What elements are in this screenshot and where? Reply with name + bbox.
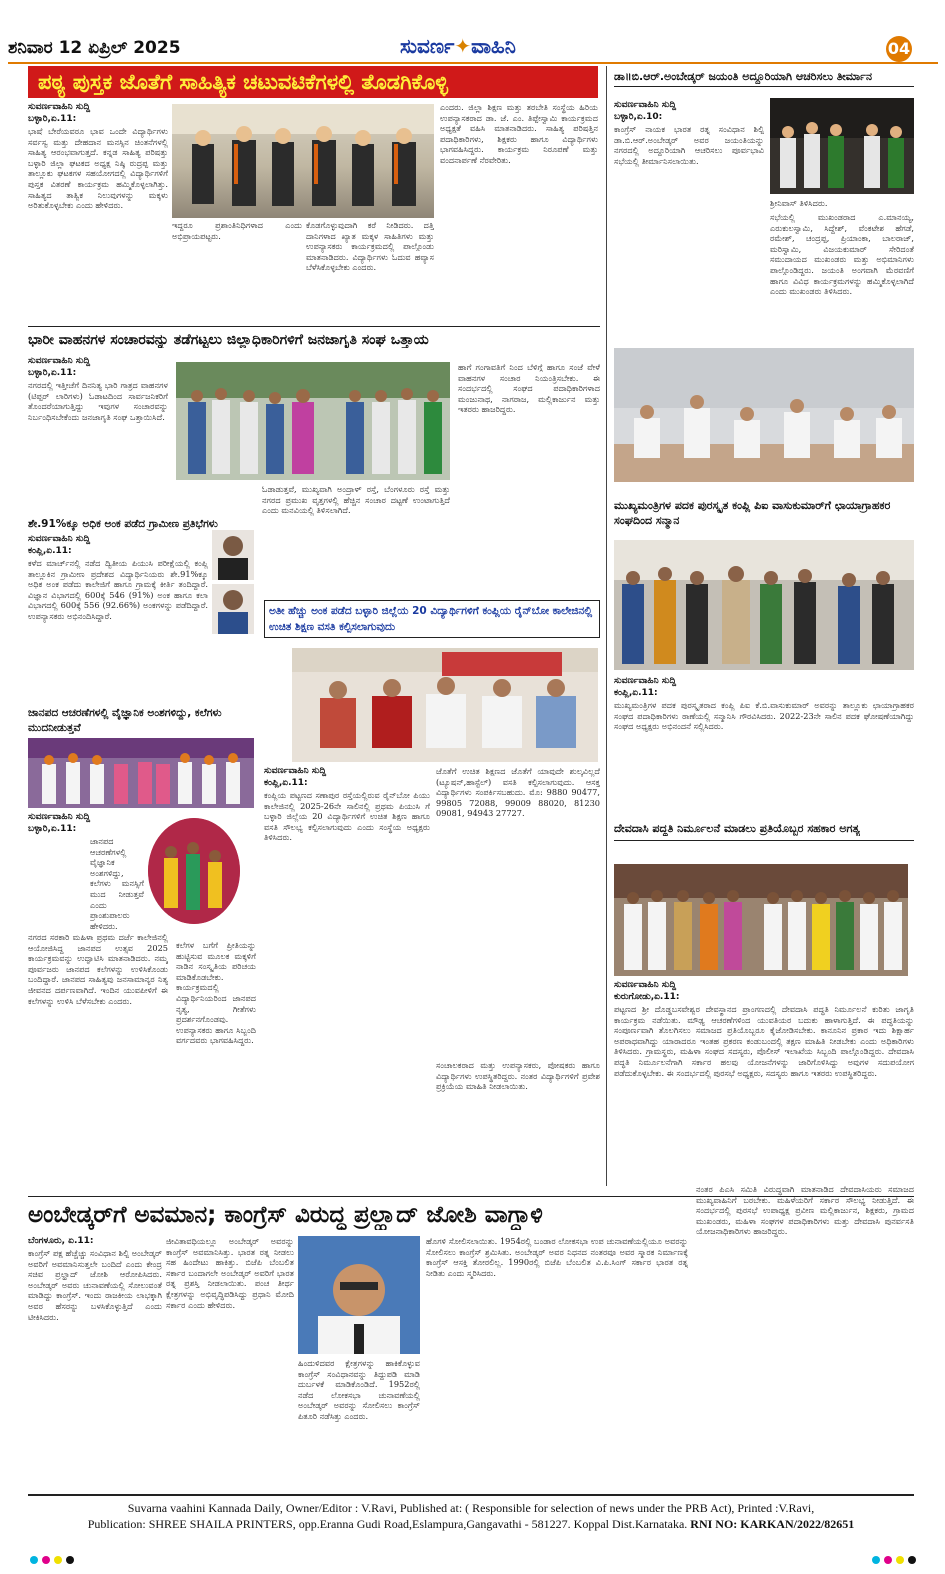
article-7-body-col2: ನಗರದ ಸರಕಾರಿ ಮಹಿಳಾ ಪ್ರಥಮ ದರ್ಜೆ ಕಾಲೇಜಿನಲ್ಲಿ ಆಯೋಜಿಸಿದ್ದ ಜಾನಪದ ಉತ್ಸವ 2025 ಕಾರ್ಯಕ್ರಮವನ್ನು ಉದ್ಘಾಟಿಸಿ ಮಾತನಾಡಿದರು. ನಮ್ಮ ಪೂರ್ವಜರು ಜಾನಪದ ಕಲೆಗಳನ್ನು ಉಳಿಸಿಕೊಂಡು ಬಂದಿದ್ದಾರೆ. ಜಾನಪದ ಸಾಹಿತ್ಯವು ಜನಸಾಮಾನ್ಯರ ನಿತ್ಯ ಜೀವನದ ದರ್ಪಣವಾಗಿದೆ. ಇಂದಿನ ಯುವಪೀಳಿಗೆ ಈ ಕಲೆಗಳನ್ನು ಉಳಿಸಿ ಬೆಳೆಸಬೇಕು ಎಂದರು. bbox=[28, 932, 168, 1006]
newspaper-logo bbox=[400, 34, 516, 58]
article-3-headline: ಭಾರೀ ವಾಹನಗಳ ಸಂಚಾರವನ್ನು ತಡೆಗಟ್ಟಲು ಜಿಲ್ಲಾಧಿಕಾರಿಗಳಿಗೆ ಜನಜಾಗೃತಿ ಸಂಘ ಒತ್ತಾಯ bbox=[28, 332, 429, 348]
logo-right-text: ವಾಹಿನಿ bbox=[471, 34, 516, 58]
article-7-body-col3: ಕಲೆಗಳ ಬಗೆಗೆ ಪ್ರೀತಿಯನ್ನು ಹುಟ್ಟಿಸುವ ಮೂಲಕ ಮಕ್ಕಳಿಗೆ ನಾಡಿನ ಸಂಸ್ಕೃತಿಯ ಪರಿಚಯ ಮಾಡಿಕೊಡಬೇಕು. ಕಾರ್ಯಕ್ರಮದಲ್ಲಿ ವಿದ್ಯಾರ್ಥಿನಿಯರಿಂದ ಜಾನಪದ ನೃತ್ಯ, ಗೀತೆಗಳು ಪ್ರದರ್ಶನಗೊಂಡವು. ಉಪನ್ಯಾಸಕರು ಹಾಗೂ ಸಿಬ್ಬಂದಿ ವರ್ಗದವರು ಭಾಗವಹಿಸಿದ್ದರು. bbox=[176, 940, 256, 1046]
article-7-headline-text: ಜಾನಪದ ಆಚರಣೆಗಳಲ್ಲಿ ವೈಜ್ಞಾನಿಕ ಅಂಶಗಳಿದ್ದು, ಕಲೆಗಳು ಮುದನೀಡುತ್ತವೆ bbox=[28, 707, 222, 734]
article-2-byline: ಸುವರ್ಣವಾಹಿನಿ ಸುದ್ದಿ bbox=[614, 100, 677, 110]
footer-rule bbox=[28, 1494, 914, 1496]
article-1-headline: ಪಠ್ಯ ಪುಸ್ತಕ ಜೊತೆಗೆ ಸಾಹಿತ್ಯಿಕ ಚಟುವಟಿಕೆಗಳಲ್ಲಿ ತೊಡಗಿಕೊಳ್ಳಿ bbox=[28, 66, 598, 98]
student-2-image bbox=[212, 584, 254, 634]
article-9-body-col3: ಹಿಂದುಳಿದವರ ಕ್ಷೇತ್ರಗಳನ್ನು ಹಾಕಿಕೊಳ್ಳುವ ಕಾಂಗ್ರೆಸ್ ಸಂವಿಧಾನವನ್ನು ತಿದ್ದುಪಡಿ ಮಾಡಿ ದುರ್ಬಳಕೆ ಮಾಡಿಕೊಂಡಿದೆ. 1952ರಲ್ಲಿ ನಡೆದ ಲೋಕಸಭಾ ಚುನಾವಣೆಯಲ್ಲಿ ಅಂಬೇಡ್ಕರ್ ಅವರನ್ನು ಸೋಲಿಸಲು ಕಾಂಗ್ರೆಸ್ ಪಿತೂರಿ ನಡೆಸಿತ್ತು ಎಂದರು. bbox=[298, 1358, 420, 1421]
article-7-photo-stage bbox=[28, 738, 254, 808]
article-7-body-col1: ಜಾನಪದ ಆಚರಣೆಗಳಲ್ಲಿ ವೈಜ್ಞಾನಿಕ ಅಂಶಗಳಿದ್ದು, ಕಲೆಗಳು ಮನಸ್ಸಿಗೆ ಮುದ ನೀಡುತ್ತವೆ ಎಂದು ಪ್ರಾಂಶುಪಾಲರು ಹೇಳಿದರು. bbox=[90, 836, 144, 931]
logo-star-icon: ✦ bbox=[454, 34, 472, 58]
registration-dot-yellow-right bbox=[896, 1556, 904, 1564]
photographers-felicitation-image bbox=[614, 540, 914, 670]
folk-dancers-image bbox=[148, 818, 240, 924]
article-3-dateline: ಬಳ್ಳಾರಿ,ಏ.11: bbox=[28, 368, 77, 378]
group-felicitation-image bbox=[172, 104, 434, 218]
article-4-headline: ಶೇ.91%ಕ್ಕೂ ಅಧಿಕ ಅಂಕ ಪಡೆದ ಗ್ರಾಮೀಣ ಪ್ರತಿಭೆಗಳು bbox=[28, 518, 218, 530]
article-6-byline: ಸುವರ್ಣವಾಹಿನಿ ಸುದ್ದಿ bbox=[614, 676, 677, 686]
article-2-photo-top bbox=[770, 98, 914, 194]
article-8-dateline: ಕುರುಗೋಡು,ಏ.11: bbox=[614, 992, 680, 1002]
article-9-portrait bbox=[298, 1236, 420, 1354]
folk-festival-stage-image bbox=[28, 738, 254, 808]
pralhad-joshi-image bbox=[298, 1236, 420, 1354]
article-7-dateline: ಬಳ್ಳಾರಿ,ಏ.11: bbox=[28, 824, 77, 834]
article-1-body-col2: ಕೊಡಗೊಳ್ಳುವುದಾಗಿ ಕರೆ ನೀಡಿದರು. ದತ್ತಿ ದಾನಿಗಳಾದ ಖ್ಯಾತ ಮಕ್ಕಳ ಸಾಹಿತಿಗಳು ಮತ್ತು ಉಪನ್ಯಾಸಕರು ಕಾರ್ಯಕ್ರಮದಲ್ಲಿ ಪಾಲ್ಗೊಂಡು ಮಾತನಾಡಿದರು. ವಿದ್ಯಾರ್ಥಿಗಳು ಓದುವ ಹವ್ಯಾಸ ಬೆಳೆಸಿಕೊಳ್ಳಬೇಕು ಎಂದರು. bbox=[306, 220, 434, 273]
article-1-photo bbox=[172, 104, 434, 218]
article-2-headline: ಡಾ॥ಬಿ.ಆರ್.ಅಂಬೇಡ್ಕರ್ ಜಯಂತಿ ಅದ್ದೂರಿಯಾಗಿ ಆಚರಿಸಲು ತೀರ್ಮಾನ bbox=[614, 70, 872, 83]
article-1-body-col3: ಎಂದರು. ಜಿಲ್ಲಾ ಶಿಕ್ಷಣ ಮತ್ತು ತರಬೇತಿ ಸಂಸ್ಥೆಯ ಹಿರಿಯ ಉಪನ್ಯಾಸಕರಾದ ಡಾ. ಜೆ. ಎಂ. ತಿಪ್ಪೇಸ್ವಾಮಿ ಕಾರ್ಯಕ್ರಮದ ಅಧ್ಯಕ್ಷತೆ ವಹಿಸಿ ಮಾತನಾಡಿದರು. ಸಾಹಿತ್ಯ ಪರಿಷತ್ತಿನ ಪದಾಧಿಕಾರಿಗಳು, ಶಿಕ್ಷಕರು ಹಾಗೂ ವಿದ್ಯಾರ್ಥಿಗಳು ಭಾಗವಹಿಸಿದ್ದರು. ಕಾರ್ಯಕ್ರಮ ನಿರೂಪಣೆ ಮತ್ತು ವಂದನಾರ್ಪಣೆ ನೆರವೇರಿತು. bbox=[440, 102, 598, 165]
registration-dot-black-left bbox=[66, 1556, 74, 1564]
article-3-byline: ಸುವರ್ಣವಾಹಿನಿ ಸುದ್ದಿ bbox=[28, 356, 91, 366]
article-8-headline: ದೇವದಾಸಿ ಪದ್ಧತಿ ನಿರ್ಮೂಲನೆ ಮಾಡಲು ಪ್ರತಿಯೊಬ್ಬರ ಸಹಕಾರ ಅಗತ್ಯ bbox=[614, 822, 860, 835]
issue-date: ಶನಿವಾರ 12 ಏಪ್ರಿಲ್ 2025 bbox=[8, 38, 181, 58]
article-6-dateline: ಕಂಪ್ಲಿ,ಏ.11: bbox=[614, 688, 658, 698]
article-4-dateline: ಕಂಪ್ಲಿ,ಏ.11: bbox=[28, 546, 72, 556]
article-6-body: ಮುಖ್ಯಮಂತ್ರಿಗಳ ಪದಕ ಪುರಸ್ಕೃತರಾದ ಕಂಪ್ಲಿ ಪಿಐ ಕೆ.ಬಿ.ವಾಸುಕುಮಾರ್ ಅವರನ್ನು ತಾಲ್ಲೂಕು ಛಾಯಾಗ್ರಾಹಕರ ಸಂಘದ ಪದಾಧಿಕಾರಿಗಳು ಠಾಣೆಯಲ್ಲಿ ಸನ್ಮಾನಿಸಿ ಗೌರವಿಸಿದರು. 2022-23ನೇ ಸಾಲಿನ ಪದಕ ಘೋಷಣೆಯಾಗಿದ್ದು ಸಂಘದ ಅಧ್ಯಕ್ಷರು ಅಭಿನಂದನೆ ಸಲ್ಲಿಸಿದರು. bbox=[614, 700, 914, 732]
footer-rni: RNI NO: KARKAN/2022/82651 bbox=[690, 1517, 855, 1531]
footer-line-2-wrap bbox=[28, 1516, 914, 1532]
masthead-rule bbox=[8, 62, 938, 64]
article-2-dateline: ಬಳ್ಳಾರಿ,ಏ.10: bbox=[614, 112, 663, 122]
article-8-rule bbox=[614, 840, 914, 841]
article-5-headline-box bbox=[264, 600, 600, 638]
article-9-body-col1: ಕಾಂಗ್ರೆಸ್ ಪಕ್ಷ ಹೆಚ್ಚೆಚ್ಚು ಸಂವಿಧಾನ ಶಿಲ್ಪಿ ಅಂಬೇಡ್ಕರ್ ಅವರಿಗೆ ಅವಮಾನಿಸುತ್ತಲೇ ಬಂದಿದೆ ಎಂದು ಕೇಂದ್ರ ಸಚಿವ ಪ್ರಲ್ಹಾದ್ ಜೋಶಿ ಆರೋಪಿಸಿದರು. ಅಂಬೇಡ್ಕರ್ ಅವರು ಚುನಾವಣೆಯಲ್ಲಿ ಸೋಲುವಂತೆ ಮಾಡಿದ್ದು ಕಾಂಗ್ರೆಸ್. ಇಂದು ರಾಜಕೀಯ ಲಾಭಕ್ಕಾಗಿ ಅವರ ಹೆಸರನ್ನು ಬಳಸಿಕೊಳ್ಳುತ್ತಿದೆ ಎಂದು ಟೀಕಿಸಿದರು. bbox=[28, 1248, 162, 1322]
article-5-dateline: ಕಂಪ್ಲಿ,ಏ.11: bbox=[264, 778, 308, 788]
student-2-portrait bbox=[212, 584, 254, 634]
article-9-body-col2: ಜೀವಿತಾವಧಿಯಲ್ಲೂ ಅಂಬೇಡ್ಕರ್ ಅವರನ್ನು ಕಾಂಗ್ರೆಸ್ ಅವಮಾನಿಸಿತ್ತು. ಭಾರತ ರತ್ನ ನೀಡಲು ಸಹ ಹಿಂದೇಟು ಹಾಕಿತ್ತು. ಬಿಜೆಪಿ ಬೆಂಬಲಿತ ಸರ್ಕಾರ ಬಂದಾಗಲೇ ಅಂಬೇಡ್ಕರ್ ಅವರಿಗೆ ಭಾರತ ರತ್ನ ಪ್ರಶಸ್ತಿ ನೀಡಲಾಯಿತು. ಪಂಚ ತೀರ್ಥ ಕ್ಷೇತ್ರಗಳನ್ನು ಅಭಿವೃದ್ಧಿಪಡಿಸಿದ್ದು ಪ್ರಧಾನಿ ಮೋದಿ ಸರ್ಕಾರ ಎಂದು ಹೇಳಿದರು. bbox=[166, 1236, 294, 1310]
temple-awareness-program-image bbox=[614, 864, 908, 976]
article-4-byline: ಸುವರ್ಣವಾಹಿನಿ ಸುದ್ದಿ bbox=[28, 534, 91, 544]
article-3-photo bbox=[176, 362, 450, 480]
registration-dot-cyan-right bbox=[872, 1556, 880, 1564]
registration-dot-yellow-left bbox=[54, 1556, 62, 1564]
article-9-body-col5: ನಂತರ ಪಿಎಸಿ ಸಮಿತಿ ವಿರುದ್ಧವಾಗಿ ಮಾತನಾಡಿದ ದೇವದಾಸಿಯರು ಸಮಾಜದ ಮುಖ್ಯವಾಹಿನಿಗೆ ಬರಬೇಕು. ಮಹಿಳೆಯರಿಗೆ ಸರ್ಕಾರ ಸೌಲಭ್ಯ ನೀಡುತ್ತಿದೆ. ಈ ಸಂದರ್ಭದಲ್ಲಿ ಪುರಸಭೆ ಉಪಾಧ್ಯಕ್ಷ ಪ್ರವೀಣ ಮಲ್ಲಿಕಾರ್ಜುನ, ಶಿಕ್ಷಕರು, ಗ್ರಾಮದ ಮುಖಂಡರು, ಮಹಿಳಾ ಸಂಘಗಳ ಪದಾಧಿಕಾರಿಗಳು ಮತ್ತು ದೇವದಾಸಿ ಪುನರ್ವಸತಿ ಯೋಜನಾಧಿಕಾರಿಗಳು ಹಾಜರಿದ್ದರು. bbox=[696, 1184, 914, 1237]
divider-row1 bbox=[28, 326, 600, 327]
article-5-headline: ಅತೀ ಹೆಚ್ಚು ಅಂಕ ಪಡೆದ ಬಳ್ಳಾರಿ ಜಿಲ್ಲೆಯ 20 ವಿದ್ಯಾರ್ಥಿಗಳಿಗೆ ಕಂಪ್ಲಿಯ ರೈನ್‌ಬೋ ಕಾಲೇಜಿನಲ್ಲಿ ಉಚಿತ ಶಿಕ್ಷಣ ವಸತಿ ಕಲ್ಪಿಸಲಾಗುವುದು bbox=[269, 605, 593, 633]
article-2-photo-caption: ಶ್ರೀನಿವಾಸ್ ತಿಳಿಸಿದರು. bbox=[770, 198, 828, 208]
article-4-body: ಕಳೆದ ಮಾರ್ಚ್‌ನಲ್ಲಿ ನಡೆದ ದ್ವಿತೀಯ ಪಿಯುಸಿ ಪರೀಕ್ಷೆಯಲ್ಲಿ ಕಂಪ್ಲಿ ತಾಲ್ಲೂಕಿನ ಗ್ರಾಮೀಣ ಪ್ರದೇಶದ ವಿದ್ಯಾರ್ಥಿನಿಯರು ಶೇ.91%ಕ್ಕೂ ಅಧಿಕ ಅಂಕ ಪಡೆದು ಕಾಲೇಜಿಗೆ ಹಾಗೂ ಗ್ರಾಮಕ್ಕೆ ಕೀರ್ತಿ ತಂದಿದ್ದಾರೆ. ವಿಜ್ಞಾನ ವಿಭಾಗದಲ್ಲಿ 600ಕ್ಕೆ 546 (91%) ಅಂಕ ಹಾಗೂ ಕಲಾ ವಿಭಾಗದಲ್ಲಿ 600ಕ್ಕೆ 556 (92.66%) ಅಂಕಗಳನ್ನು ಪಡೆದಿದ್ದಾರೆ. ಉಪನ್ಯಾಸಕರು ಅಭಿನಂದಿಸಿದ್ದಾರೆ. bbox=[28, 558, 208, 621]
article-1-byline: ಸುವರ್ಣವಾಹಿನಿ ಸುದ್ದಿ bbox=[28, 102, 91, 112]
article-9-body-col4: ಹೊಗಳಿ ಸೋಲಿಸಲಾಯಿತು. 1954ರಲ್ಲಿ ಬಂಡಾರ ಲೋಕಸಭಾ ಉಪ ಚುನಾವಣೆಯಲ್ಲಿಯೂ ಅವರನ್ನು ಸೋಲಿಸಲು ಕಾಂಗ್ರೆಸ್ ಶ್ರಮಿಸಿತು. ಅಂಬೇಡ್ಕರ್ ಅವರ ನಿಧನದ ನಂತರವೂ ಅವರ ಸ್ಮಾರಕ ನಿರ್ಮಾಣಕ್ಕೆ ಕಾಂಗ್ರೆಸ್ ಆಸಕ್ತಿ ತೋರಲಿಲ್ಲ. 1990ರಲ್ಲಿ ಬಿಜೆಪಿ ಬೆಂಬಲಿತ ವಿ.ಪಿ.ಸಿಂಗ್ ಸರ್ಕಾರ ಭಾರತ ರತ್ನ ನೀಡಿತು ಎಂದು ಸ್ಮರಿಸಿದರು. bbox=[426, 1236, 688, 1278]
article-2-body-col2: ಸಭೆಯಲ್ಲಿ ಮುಖಂಡರಾದ ಎ.ಮಾನಯ್ಯ, ಎರುಕುಲಸ್ವಾಮಿ, ಸಿದ್ದೇಶ್, ವೆಂಕಟೇಶ ಹೆಗಡೆ, ರಮೇಶ್, ಚಂದ್ರಪ್ಪ, ಪ್ರಿಯಾಂಕಾ, ಬಾಲರಾಜ್, ಮರಿಸ್ವಾಮಿ, ವಿಜಯಕುಮಾರ್ ಸೇರಿದಂತೆ ಸಮುದಾಯದ ಮುಖಂಡರು ಮತ್ತು ಅಭಿಮಾನಿಗಳು ಪಾಲ್ಗೊಂಡಿದ್ದರು. ಜಯಂತಿ ಅಂಗವಾಗಿ ಮೆರವಣಿಗೆ ಹಾಗೂ ವಿವಿಧ ಕಾರ್ಯಕ್ರಮಗಳನ್ನು ಹಮ್ಮಿಕೊಳ್ಳಲಾಗಿದೆ ಎಂದು ಮುಖಂಡರು ತಿಳಿಸಿದರು. bbox=[770, 212, 914, 297]
registration-dot-black-right bbox=[908, 1556, 916, 1564]
article-5-body-col3: ಸಂಚಾಲಕರಾದ ಮತ್ತು ಉಪನ್ಯಾಸಕರು, ಪೋಷಕರು ಹಾಗೂ ವಿದ್ಯಾರ್ಥಿಗಳು ಉಪಸ್ಥಿತರಿದ್ದರು. ನಂತರ ವಿದ್ಯಾರ್ಥಿಗಳಿಗೆ ಪ್ರವೇಶ ಪ್ರಕ್ರಿಯೆಯ ಮಾಹಿತಿ ನೀಡಲಾಯಿತು. bbox=[436, 1060, 600, 1092]
student-1-image bbox=[212, 530, 254, 580]
meeting-hall-image bbox=[614, 348, 914, 482]
article-5-photo bbox=[292, 648, 598, 762]
registration-dot-magenta-right bbox=[884, 1556, 892, 1564]
article-7-photo-dancers bbox=[148, 818, 240, 924]
article-3-body-col2: ಓಡಾಡುತ್ತವೆ, ಮುಖ್ಯವಾಗಿ ಅಂದ್ರಾಳ್ ರಸ್ತೆ, ಬೆಂಗಳೂರು ರಸ್ತೆ ಮತ್ತು ನಗರದ ಪ್ರಮುಖ ವೃತ್ತಗಳಲ್ಲಿ ಹೆಚ್ಚಿನ ಸಂಚಾರ ದಟ್ಟಣೆ ಉಂಟಾಗುತ್ತಿದೆ ಎಂದು ಮನವಿಯಲ್ಲಿ ತಿಳಿಸಲಾಗಿದೆ. bbox=[262, 484, 450, 516]
article-2-body-col1: ಕಾಂಗ್ರೆಸ್ ನಾಯಕ ಭಾರತ ರತ್ನ ಸಂವಿಧಾನ ಶಿಲ್ಪಿ ಡಾ.ಬಿ.ಆರ್.ಅಂಬೇಡ್ಕರ್ ಅವರ ಜಯಂತಿಯನ್ನು ನಗರದಲ್ಲಿ ಅದ್ದೂರಿಯಾಗಿ ಆಚರಿಸಲು ಪೂರ್ವಭಾವಿ ಸಭೆಯಲ್ಲಿ ತೀರ್ಮಾನಿಸಲಾಯಿತು. bbox=[614, 124, 764, 166]
article-8-byline: ಸುವರ್ಣವಾಹಿನಿ ಸುದ್ದಿ bbox=[614, 980, 677, 990]
article-9-dateline: ಬೆಂಗಳೂರು, ಏ.11: bbox=[28, 1236, 94, 1246]
article-7-headline bbox=[28, 706, 254, 738]
memorandum-image bbox=[176, 362, 450, 480]
article-7-byline: ಸುವರ್ಣವಾಹಿನಿ ಸುದ್ದಿ bbox=[28, 812, 91, 822]
column-rule bbox=[606, 66, 607, 1186]
registration-dot-magenta-left bbox=[42, 1556, 50, 1564]
article-2-photo-meeting bbox=[614, 348, 914, 482]
footer-imprint bbox=[28, 1500, 914, 1532]
article-9-headline: ಅಂಬೇಡ್ಕರ್‌ಗೆ ಅವಮಾನ; ಕಾಂಗ್ರೆಸ್ ವಿರುದ್ಧ ಪ್ರಲ್ಹಾದ್ ಜೋಶಿ ವಾಗ್ದಾಳಿ bbox=[28, 1202, 543, 1228]
article-8-body: ಪಟ್ಟಣದ ಶ್ರೀ ದೊಡ್ಡಬಸವೇಶ್ವರ ದೇವಸ್ಥಾನದ ಪ್ರಾಂಗಣದಲ್ಲಿ ದೇವದಾಸಿ ಪದ್ಧತಿ ನಿರ್ಮೂಲನೆ ಕುರಿತು ಜಾಗೃತಿ ಕಾರ್ಯಕ್ರಮ ನಡೆಯಿತು. ಮೌಢ್ಯ ಆಚರಣೆಗಳಿಂದ ಯುವತಿಯರ ಬದುಕು ಹಾಳಾಗುತ್ತಿದೆ. ಈ ಪದ್ಧತಿಯನ್ನು ಸಂಪೂರ್ಣವಾಗಿ ತೊಲಗಿಸಲು ಸಮಾಜದ ಪ್ರತಿಯೊಬ್ಬರೂ ಕೈಜೋಡಿಸಬೇಕು. ಕಾನೂನಿನ ಪ್ರಕಾರ ಇದು ಶಿಕ್ಷಾರ್ಹ ಅಪರಾಧವಾಗಿದ್ದು ಯಾರಾದರೂ ಇಂತಹ ಪ್ರಕರಣ ಕಂಡುಬಂದಲ್ಲಿ ತಕ್ಷಣ ಮಾಹಿತಿ ನೀಡಬೇಕು ಎಂದು ಅಧಿಕಾರಿಗಳು ತಿಳಿಸಿದರು. ಗ್ರಾಮಸ್ಥರು, ಮಹಿಳಾ ಸಂಘದ ಸದಸ್ಯರು, ಪೊಲೀಸ್ ಇಲಾಖೆಯ ಸಿಬ್ಬಂದಿ ಪಾಲ್ಗೊಂಡಿದ್ದರು. ದೇವದಾಸಿ ಪದ್ಧತಿ ನಿರ್ಮೂಲನೆಗಾಗಿ ಸರ್ಕಾರ ಹಲವು ಯೋಜನೆಗಳನ್ನು ಜಾರಿಗೊಳಿಸಿದ್ದು ಅವುಗಳ ಸದುಪಯೋಗ ಪಡೆದುಕೊಳ್ಳಬೇಕು. ಈ ಸಂದರ್ಭದಲ್ಲಿ ಪುರಸಭೆ ಅಧ್ಯಕ್ಷರು, ಸದಸ್ಯರು ಹಾಗೂ ಇತರರು ಉಪಸ್ಥಿತರಿದ್ದರು. bbox=[614, 1004, 914, 1078]
article-8-photo bbox=[614, 864, 908, 976]
page-number: 04 bbox=[886, 36, 912, 62]
college-press-meet-image bbox=[292, 648, 598, 762]
logo-left-text: ಸುವರ್ಣ bbox=[400, 34, 455, 58]
article-3-body-col1: ನಗರದಲ್ಲಿ ಇತ್ತೀಚೆಗೆ ದಿನನಿತ್ಯ ಭಾರಿ ಗಾತ್ರದ ವಾಹನಗಳ (ಟಿಪ್ಪರ್ ಲಾರಿಗಳು) ಓಡಾಟದಿಂದ ಸಾರ್ವಜನಿಕರಿಗೆ ತೊಂದರೆಯಾಗುತ್ತಿದ್ದು ಇವುಗಳ ಸಂಚಾರವನ್ನು ನಿರ್ಬಂಧಿಸಬೇಕೆಂದು ಜನಜಾಗೃತಿ ಸಂಘ ಒತ್ತಾಯಿಸಿದೆ. bbox=[28, 380, 168, 422]
article-6-headline: ಮುಖ್ಯಮಂತ್ರಿಗಳ ಪದಕ ಪುರಸ್ಕೃತ ಕಂಪ್ಲಿ ಪಿಐ ವಾಸುಕುಮಾರ್‌ಗೆ ಛಾಯಾಗ್ರಾಹಕರ ಸಂಘದಿಂದ ಸನ್ಮಾನ bbox=[614, 499, 891, 527]
article-5-body-col2: ಜೊತೆಗೆ ಉಚಿತ ಶಿಕ್ಷಣದ ಜೊತೆಗೆ ಯಾವುದೇ ಶುಲ್ಕವಿಲ್ಲದೆ (ಟ್ಯೂಷನ್,ಹಾಸ್ಟೆಲ್) ವಸತಿ ಕಲ್ಪಿಸಲಾಗುವುದು. ಆಸಕ್ತ ವಿದ್ಯಾರ್ಥಿಗಳು ಸಂಪರ್ಕಿಸಬಹುದು. ಮೊ: 9880 90477, 99805 72088, 99009 88020, 81230 09081, 94943 27727. bbox=[436, 766, 600, 819]
article-2-rule bbox=[614, 86, 914, 87]
article-5-body-col1: ಕಂಪ್ಲಿಯ ಪಟ್ಟಣದ ಸಣಾಪುರ ರಸ್ತೆಯಲ್ಲಿರುವ ರೈನ್‌ಬೋ ಪಿಯು ಕಾಲೇಜಿನಲ್ಲಿ 2025-26ನೇ ಸಾಲಿನಲ್ಲಿ ಪ್ರಥಮ ಪಿಯುಸಿ ಗೆ ಬಳ್ಳಾರಿ ಜಿಲ್ಲೆಯ 20 ವಿದ್ಯಾರ್ಥಿಗಳಿಗೆ ಉಚಿತ ಶಿಕ್ಷಣ ಹಾಗೂ ವಸತಿ ಸೌಲಭ್ಯ ಕಲ್ಪಿಸಲಾಗುವುದು ಎಂದು ಸಂಸ್ಥೆಯ ಅಧ್ಯಕ್ಷರು ತಿಳಿಸಿದರು. bbox=[264, 790, 430, 843]
registration-dot-cyan-left bbox=[30, 1556, 38, 1564]
student-1-portrait bbox=[212, 530, 254, 580]
article-6-photo bbox=[614, 540, 914, 670]
article-1-body-col1: ಭಾಷೆ ಬೇರೆಯವರೂ ಭಾವ ಒಂದೇ ವಿದ್ಯಾರ್ಥಿಗಳು ಸರ್ವಸ್ವ ಮತ್ತು ದೇಹದಾನ ಮನಸ್ಸಿನ ಚಿಂತನೆಗಳಲ್ಲಿ ಸಾಹಿತ್ಯ ಆರಂಭವಾಗುತ್ತದೆ. ಕನ್ನಡ ಸಾಹಿತ್ಯ ಪರಿಷತ್ತು ಬಳ್ಳಾರಿ ಜಿಲ್ಲಾ ಘಟಕದ ಅಧ್ಯಕ್ಷ ನಿಷ್ಠಿ ರುದ್ರಪ್ಪ ಮತ್ತು ತಾಲ್ಲೂಕು ಘಟಕಗಳ ಸಹಯೋಗದಲ್ಲಿ ವಿದ್ಯಾರ್ಥಿಗಳಿಗೆ ಪುಸ್ತಕ ವಿತರಣೆ ಕಾರ್ಯಕ್ರಮ ಹಮ್ಮಿಕೊಳ್ಳಲಾಗಿತ್ತು. ಸಾಹಿತ್ಯದ ತಾತ್ವಿಕ ನಿಲುವುಗಳನ್ನು ಮಕ್ಕಳು ಅರಿತುಕೊಳ್ಳಬೇಕು ಎಂದು ಹೇಳಿದರು. bbox=[28, 126, 168, 211]
celebration-image bbox=[770, 98, 914, 194]
article-5-byline: ಸುವರ್ಣವಾಹಿನಿ ಸುದ್ದಿ bbox=[264, 766, 327, 776]
article-1-photo-caption: ಇದ್ದರೂ ಪ್ರಶಾಂತಿನಿಧಿಗಳಾದ ಎಂದು ಅಭಿಪ್ರಾಯಪಟ್ಟರು. bbox=[172, 220, 302, 241]
article-1-dateline: ಬಳ್ಳಾರಿ,ಏ.11: bbox=[28, 114, 77, 124]
footer-line-1: Suvarna vaahini Kannada Daily, Owner/Editor : V.Ravi, Published at: ( Responsible for selection of news under the PRB Act), Printed :V.Ravi, bbox=[127, 1501, 815, 1515]
footer-line-2: Publication: SHREE SHAILA PRINTERS, opp.Eranna Gudi Road,Eslampura,Gangavathi - 581227. Koppal Dist.Karnataka. bbox=[87, 1517, 688, 1531]
article-3-body-col3: ಹಾಗೆ ಗಂಗಾವತಿಗೆ ನಿಂದ ಬೆಳಿಗ್ಗೆ ಹಾಗೂ ಸಂಜೆ ವೇಳೆ ವಾಹನಗಳ ಸಂಚಾರ ನಿಯಂತ್ರಿಸಬೇಕು. ಈ ಸಂದರ್ಭದಲ್ಲಿ ಸಂಘದ ಪದಾಧಿಕಾರಿಗಳಾದ ಮಂಜುನಾಥ, ನಾಗರಾಜ, ಮಲ್ಲಿಕಾರ್ಜುನ ಮತ್ತು ಇತರರು ಹಾಜರಿದ್ದರು. bbox=[458, 362, 600, 415]
